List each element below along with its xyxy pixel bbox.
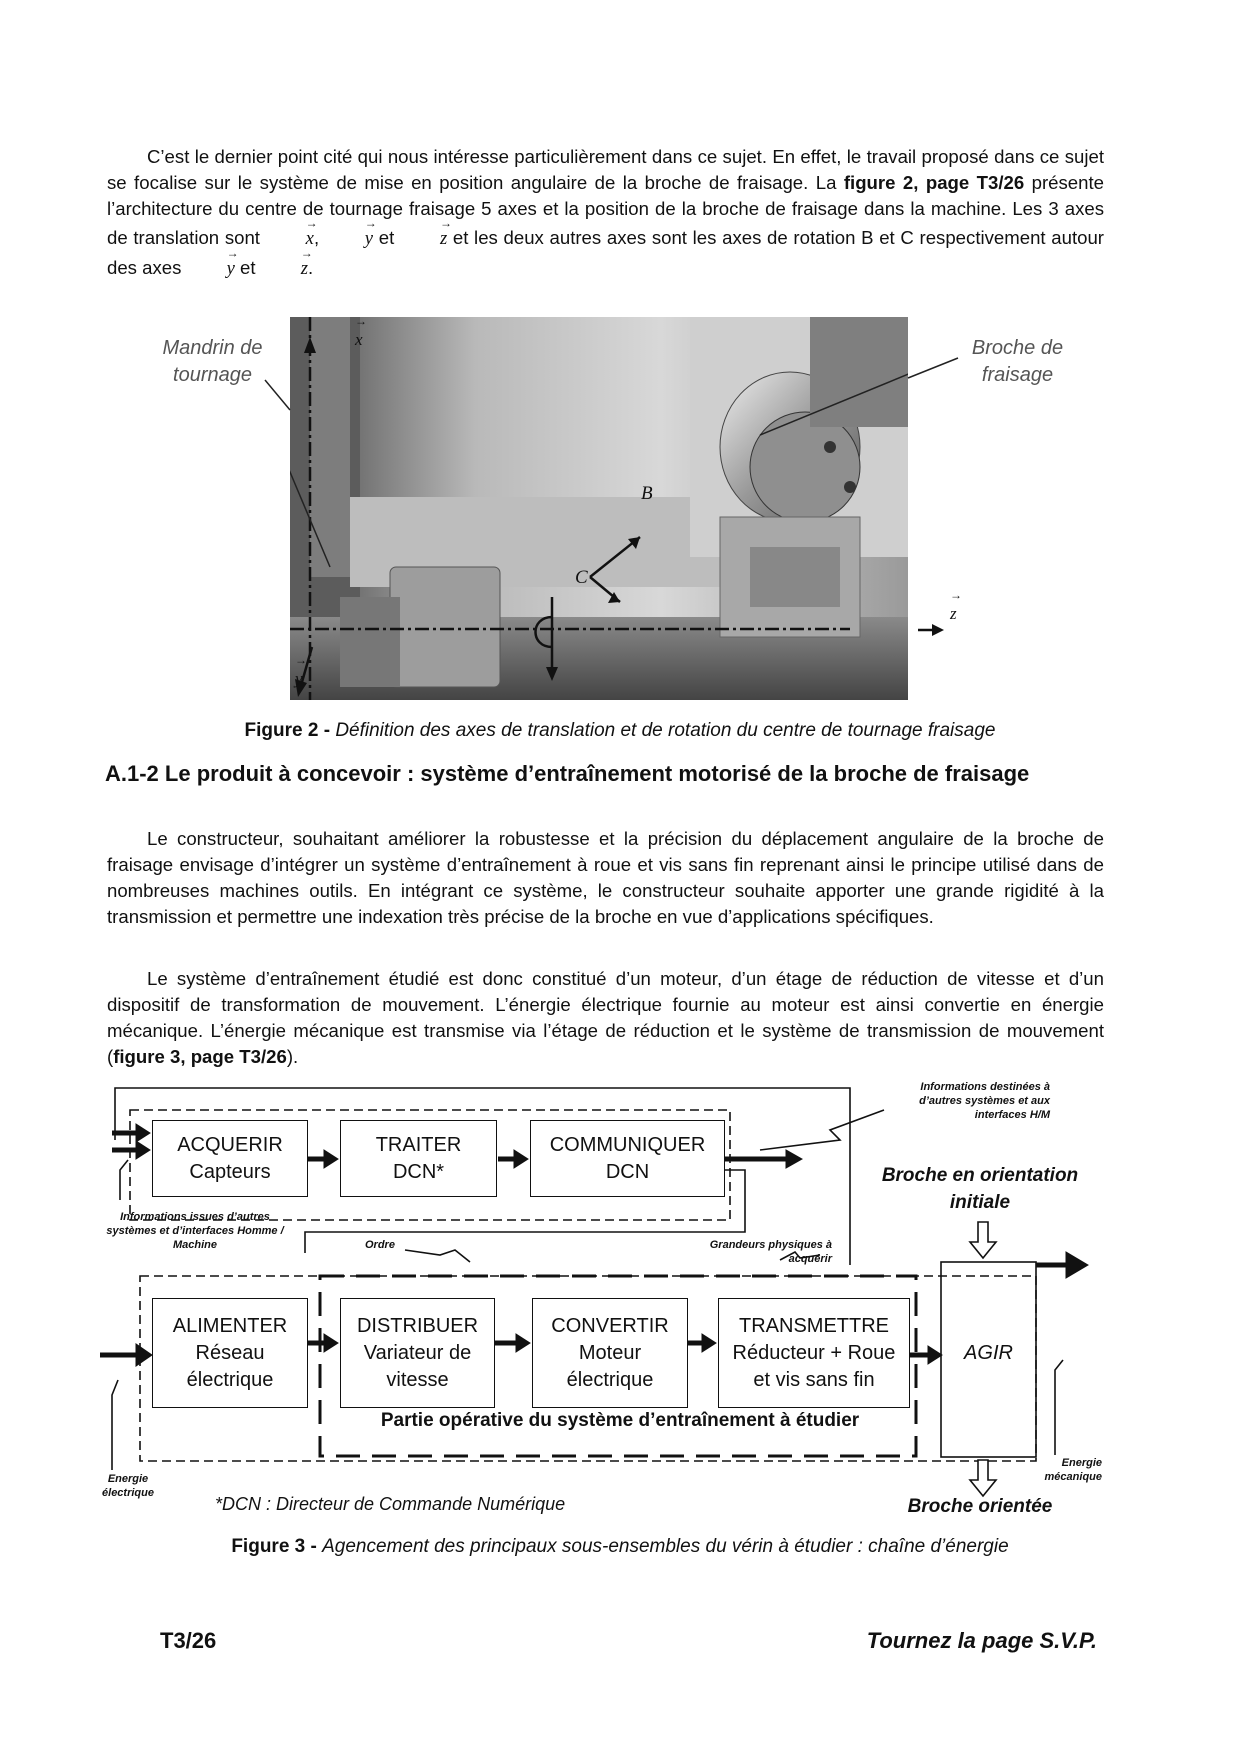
vector-z-2: → z [261, 252, 308, 282]
figure3-caption-text: Agencement des principaux sous-ensembles du vérin à étudier : chaîne d’énergie [322, 1536, 1009, 1557]
convertir-title: CONVERTIR [551, 1314, 669, 1337]
turn-page-note: Tournez la page S.V.P. [866, 1628, 1097, 1653]
figure2-caption-text: Définition des axes de translation et de rotation du centre de tournage fraisage [335, 720, 996, 741]
traiter-sub: DCN* [392, 1160, 445, 1183]
intro-text-1: C’est le dernier point cité qui nous intéresse particulièrement dans ce sujet. En effet, le travail proposé dans ce sujet se focalise sur le système de mise en position angulaire de la broche de fraisage. La [107, 146, 1104, 193]
communiquer-title: COMMUNIQUER [549, 1133, 706, 1156]
partie-operative-label: Partie opérative du système d’entraînement à étudier [380, 1410, 860, 1431]
photo-label-z: → z [950, 600, 957, 624]
figure3-reference: figure 3, page T3/26 [113, 1046, 287, 1067]
transmettre-title: TRANSMETTRE [739, 1314, 889, 1337]
distribuer-sub: Variateur de vitesse [363, 1341, 472, 1391]
distribuer-box [340, 1298, 495, 1408]
convertir-sub: Moteur électrique [566, 1341, 654, 1391]
vector-x: → x [266, 222, 314, 252]
figure3-caption [0, 1536, 1240, 1558]
ordre-label: Ordre [365, 1239, 395, 1251]
alimenter-sub: Réseau électrique [186, 1341, 274, 1391]
acquerir-box [152, 1120, 308, 1197]
alimenter-box [152, 1298, 308, 1408]
label-mandrin: Mandrin de tournage [162, 337, 263, 386]
figure3-caption-number: Figure 3 - [231, 1536, 323, 1557]
energie-mecanique-label: Energie mécanique [1044, 1457, 1102, 1483]
transmettre-sub: Réducteur + Roue et vis sans fin [732, 1341, 896, 1391]
vector-y-2: → y [187, 252, 235, 282]
p3-text-b: ). [286, 1046, 299, 1067]
sep-comma: , [313, 227, 325, 248]
broche-initiale-label: Broche en orientation initiale [881, 1165, 1079, 1213]
section-title: A.1-2 Le produit à concevoir : système d’entraînement motorisé de la broche de fraisage [105, 761, 1030, 786]
sep-et-2: et [234, 257, 261, 278]
communiquer-sub: DCN [605, 1160, 650, 1183]
sep-et: et [373, 227, 400, 248]
p3-text-a: Le système d’entraînement étudié est donc constitué d’un moteur, d’un étage de réduction de vitesse et d’un dispositif de transformation de mouvement. L’énergie électrique fournie au moteur est ainsi convertie en énergie mécanique. L’énergie mécanique est transmise via l’étage de réduction et le système de transmission de mouvement ( [107, 968, 1104, 1067]
figure2-reference: figure 2, page T3/26 [843, 172, 1025, 193]
info-issues-label: Informations issues d’autres systèmes et d’interfaces Homme / Machine [106, 1211, 284, 1251]
photo-label-c: C [575, 567, 588, 588]
section-paragraph-1: Le constructeur, souhaitant améliorer la robustesse et la précision du déplacement angulaire de la broche de fraisage envisage d’intégrer un système d’entraînement à roue et vis sans fin reprenant ainsi le principe utilisé dans de nombreuses machines outils. En intégrant ce système, le constructeur souhaite apporter une grande rigidité à la transmission et permettre une indexation très précise de la broche en vue d’applications spécifiques. [107, 828, 1104, 927]
acquerir-sub: Capteurs [189, 1160, 271, 1183]
page-number: T3/26 [160, 1628, 217, 1653]
vector-z: → z [400, 222, 447, 252]
figure2-caption-number: Figure 2 - [244, 720, 336, 741]
communiquer-box [530, 1120, 725, 1197]
vector-y: → y [325, 222, 373, 252]
transmettre-box [718, 1298, 910, 1408]
acquerir-title: ACQUERIR [177, 1133, 283, 1156]
alimenter-title: ALIMENTER [172, 1314, 288, 1337]
grandeurs-label: Grandeurs physiques à acquérir [709, 1239, 832, 1265]
intro-text-3: et les deux autres axes sont les axes de rotation B et C respectivement autour des axes [107, 227, 1104, 278]
photo-label-x: → x [355, 326, 363, 350]
convertir-box [532, 1298, 688, 1408]
traiter-title: TRAITER [375, 1133, 462, 1156]
end-dot: . [307, 257, 314, 278]
photo-label-b: B [641, 483, 653, 504]
info-destinees-label: Informations destinées à d’autres systèmes et aux interfaces H/M [919, 1081, 1050, 1121]
label-broche: Broche de fraisage [971, 337, 1064, 386]
dcn-note: *DCN : Directeur de Commande Numérique [215, 1494, 566, 1514]
agir-label: AGIR [964, 1342, 1013, 1364]
distribuer-title: DISTRIBUER [356, 1314, 479, 1337]
photo-label-y: → y [295, 665, 303, 689]
energie-electrique-label: Energie électrique [102, 1473, 154, 1499]
traiter-box [340, 1120, 497, 1197]
broche-orientee-label: Broche orientée [907, 1496, 1053, 1517]
intro-text-2: présente l’architecture du centre de tournage fraisage 5 axes et la position de la broche de fraisage dans la machine. Les 3 axes de translation sont [107, 172, 1104, 248]
